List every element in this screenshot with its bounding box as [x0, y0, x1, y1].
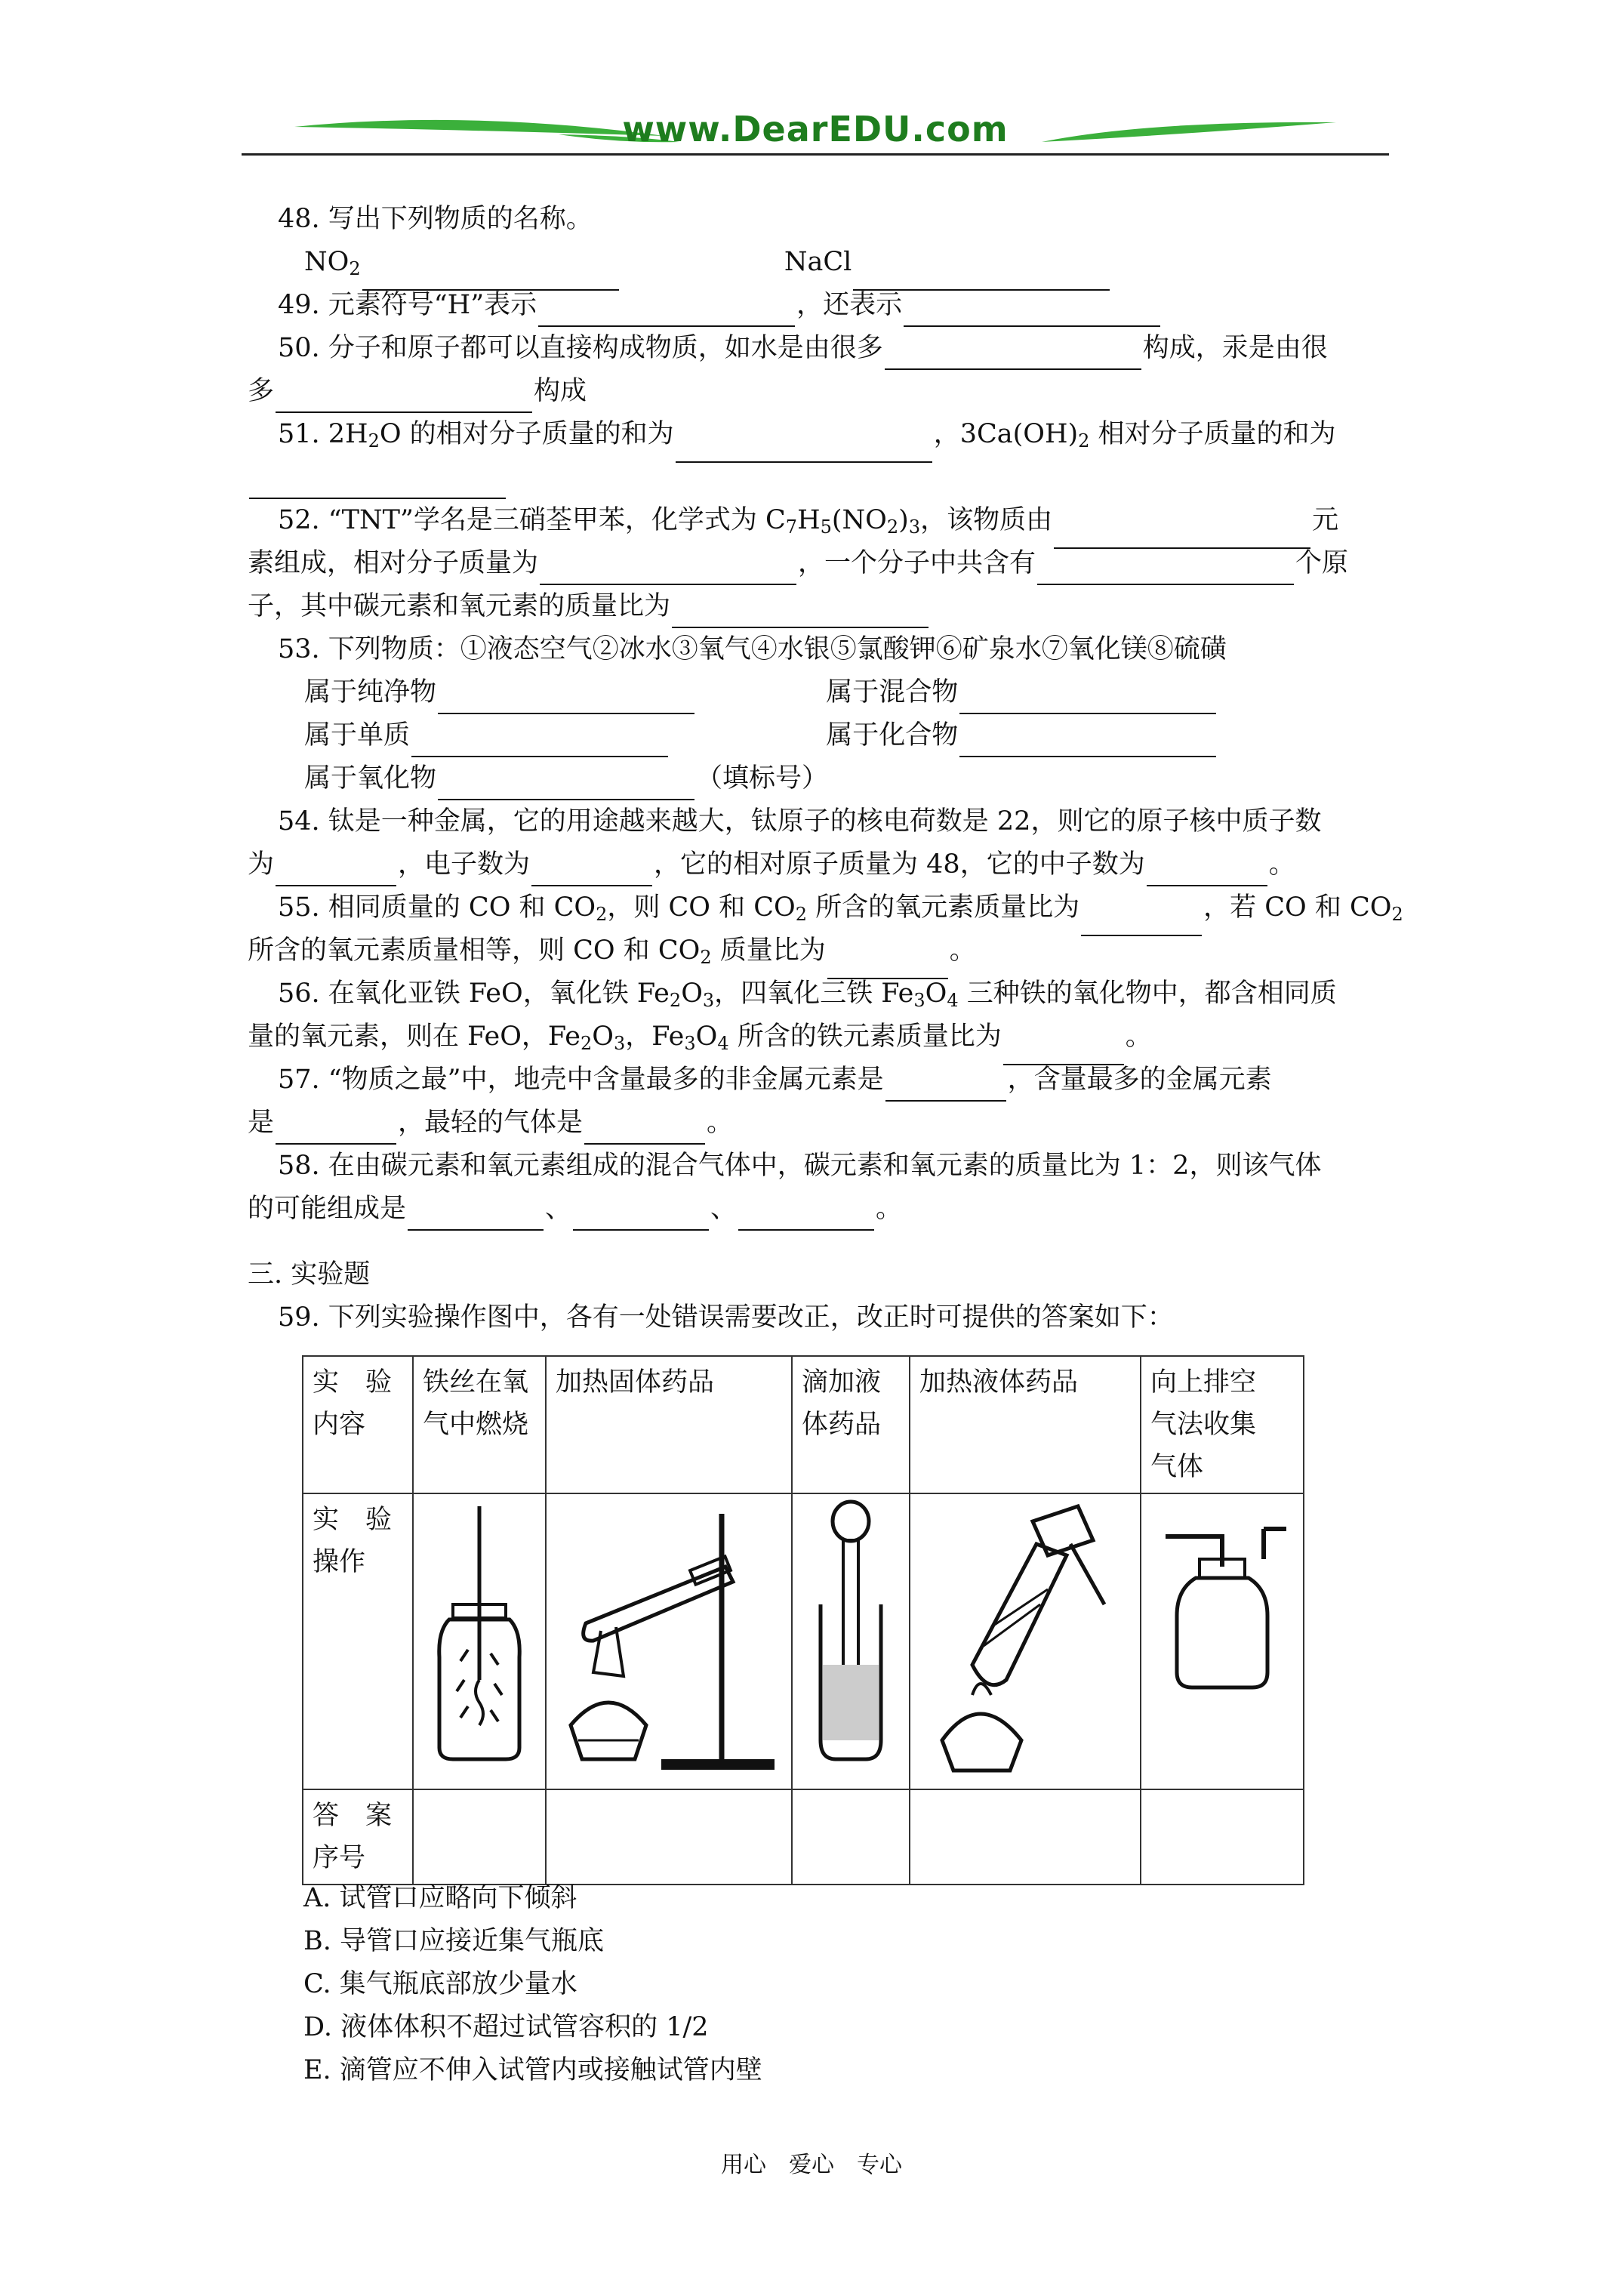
table-row-answer	[303, 1789, 1304, 1885]
q48-line: $NO_2$ NaCl	[248, 241, 1403, 284]
illus-heating-liquid-cell	[910, 1493, 1141, 1789]
heating-solid-illustration	[556, 1499, 782, 1778]
q53-blank-comp[interactable]	[959, 726, 1216, 757]
option-a: A. 试管口应略向下倾斜	[303, 1883, 577, 1913]
q57-blank-b[interactable]	[276, 1113, 396, 1145]
table-cell: 铁丝在氧 气中燃烧	[413, 1356, 546, 1493]
table-cell: 加热液体药品	[910, 1356, 1141, 1493]
table-cell: 实 验 内容	[303, 1356, 413, 1493]
q51-line-1: 51. $2H_2O$ 的相对分子质量的和为 ，$3Ca(OH)_2$ 相对分子质量的和为	[248, 413, 1403, 456]
illus-dropper-cell	[792, 1493, 910, 1789]
q50-blank-a[interactable]	[885, 338, 1141, 370]
q53-line-2: 属于单质 属于化合物	[248, 714, 1403, 757]
q53-line-3: 属于氧化物 （填标号）	[248, 757, 1403, 800]
q56-line-2: 量的氧元素，则在 FeO，$Fe_2O_3$，$Fe_3O_4$ 所含的铁元素质量比为 。	[248, 1015, 1403, 1059]
q55-line-2: 所含的氧元素质量相等，则 CO 和 $CO_2$ 质量比为 。	[248, 929, 1403, 972]
q52-blank-c[interactable]	[1037, 553, 1294, 585]
q54-line-1: 54. 钛是一种金属，它的用途越来越大，钛原子的核电荷数是 22，则它的原子核中质子数	[278, 806, 1322, 837]
illus-gas-collection-cell	[1141, 1493, 1304, 1789]
iron-wire-burning-illustration	[423, 1499, 536, 1778]
q58-line-2: 的可能组成是 、 、 。	[248, 1188, 1403, 1231]
answer-cell-4[interactable]	[910, 1789, 1141, 1885]
option-e: E. 滴管应不伸入试管内或接触试管内壁	[303, 2055, 762, 2085]
q50-line-2: 多 构成	[248, 370, 1403, 413]
option-c: C. 集气瓶底部放少量水	[303, 1969, 577, 1999]
q52-line-1: 52. “TNT”学名是三硝荃甲苯，化学式为 $C_7H_5(NO_2)_3$，该物质由 元	[248, 499, 1403, 542]
option-d: D. 液体体积不超过试管容积的 1/2	[303, 2012, 709, 2042]
q57-line-1: 57. “物质之最”中，地壳中含量最多的非金属元素是 ，含量最多的金属元素	[248, 1059, 1403, 1102]
table-cell: 加热固体药品	[546, 1356, 792, 1493]
answer-cell-2[interactable]	[546, 1789, 792, 1885]
brand-logo-text: www.DearEDU.com	[622, 109, 1009, 149]
q54-blank-c[interactable]	[1147, 855, 1267, 886]
table-row-content	[303, 1356, 1304, 1493]
q51-blank-a[interactable]	[676, 431, 932, 463]
page-footer: 用心 爱心 专心	[721, 2152, 902, 2178]
q53-blank-oxide[interactable]	[438, 769, 694, 800]
answer-cell-3[interactable]	[792, 1789, 910, 1885]
q54-blank-a[interactable]	[276, 855, 396, 886]
q52-blank-d[interactable]	[672, 596, 929, 628]
gas-collection-illustration	[1150, 1499, 1294, 1778]
q52-line-2: 素组成，相对分子质量为 ，一个分子中共含有 个原	[248, 542, 1403, 585]
heating-liquid-illustration	[919, 1499, 1131, 1778]
table-cell: 答 案 序号	[303, 1789, 413, 1885]
illus-iron-wire-cell	[413, 1493, 546, 1789]
q57-blank-a[interactable]	[885, 1070, 1006, 1102]
section-3-title: 三. 实验题	[248, 1259, 371, 1290]
q53-blank-pure[interactable]	[438, 683, 694, 714]
answer-cell-1[interactable]	[413, 1789, 546, 1885]
header-rule	[242, 153, 1389, 156]
q58-line-1: 58. 在由碳元素和氧元素组成的混合气体中，碳元素和氧元素的质量比为 1：2，则该气体	[278, 1151, 1322, 1181]
q53-line-1: 属于纯净物 属于混合物	[248, 671, 1403, 714]
q56-line-1: 56. 在氧化亚铁 FeO，氧化铁 $Fe_2O_3$，四氧化三铁 $Fe_3O_4$ 三种铁的氧化物中，都含相同质	[278, 978, 1337, 1011]
table-cell: 向上排空 气法收集 气体	[1141, 1356, 1304, 1493]
q49-blank-b[interactable]	[904, 295, 1160, 327]
q53-blank-elem[interactable]	[411, 726, 668, 757]
q59-text: 59. 下列实验操作图中，各有一处错误需要改正，改正时可提供的答案如下：	[278, 1302, 1174, 1333]
q52-blank-b[interactable]	[540, 553, 796, 585]
illus-heating-solid-cell	[546, 1493, 792, 1789]
q53-text: 53. 下列物质：①液态空气②冰水③氧气④水银⑤氯酸钾⑥矿泉水⑦氧化镁⑧硫磺	[278, 634, 1227, 664]
q53-blank-mix[interactable]	[959, 683, 1216, 714]
q54-line-2: 为 ，电子数为 ，它的相对原子质量为 48，它的中子数为 。	[248, 843, 1403, 886]
table-row-operation	[303, 1493, 1304, 1789]
q48-text: 48. 写出下列物质的名称。	[278, 204, 593, 234]
table-cell: 滴加液 体药品	[792, 1356, 910, 1493]
q52-line-3: 子，其中碳元素和氧元素的质量比为	[248, 585, 1403, 628]
answer-options	[303, 1877, 762, 2092]
q55-line-1: 55. 相同质量的 CO 和 $CO_2$，则 CO 和 $CO_2$ 所含的氧元素质量比为 ，若 CO 和 $CO_2$	[248, 886, 1403, 929]
q57-line-2: 是 ，最轻的气体是 。	[248, 1102, 1403, 1145]
q55-blank-a[interactable]	[1081, 905, 1202, 936]
q57-blank-c[interactable]	[584, 1113, 705, 1145]
q58-blank-b[interactable]	[573, 1199, 709, 1231]
q58-blank-c[interactable]	[738, 1199, 874, 1231]
q49-line: 49. 元素符号“H”表示 ，还表示	[248, 284, 1403, 327]
table-cell: 实 验 操作	[303, 1493, 413, 1789]
questions	[248, 198, 1403, 1339]
q49-blank-a[interactable]	[538, 295, 795, 327]
q54-blank-b[interactable]	[531, 855, 652, 886]
option-b: B. 导管口应接近集气瓶底	[303, 1926, 604, 1956]
q58-blank-a[interactable]	[408, 1199, 544, 1231]
q51-blank-b[interactable]	[249, 467, 506, 499]
experiment-table	[302, 1355, 1304, 1885]
q50-blank-b[interactable]	[276, 381, 532, 413]
q50-line-1: 50. 分子和原子都可以直接构成物质，如水是由很多 构成，汞是由很	[248, 327, 1403, 370]
answer-cell-5[interactable]	[1141, 1789, 1304, 1885]
dropping-liquid-illustration	[802, 1499, 900, 1778]
